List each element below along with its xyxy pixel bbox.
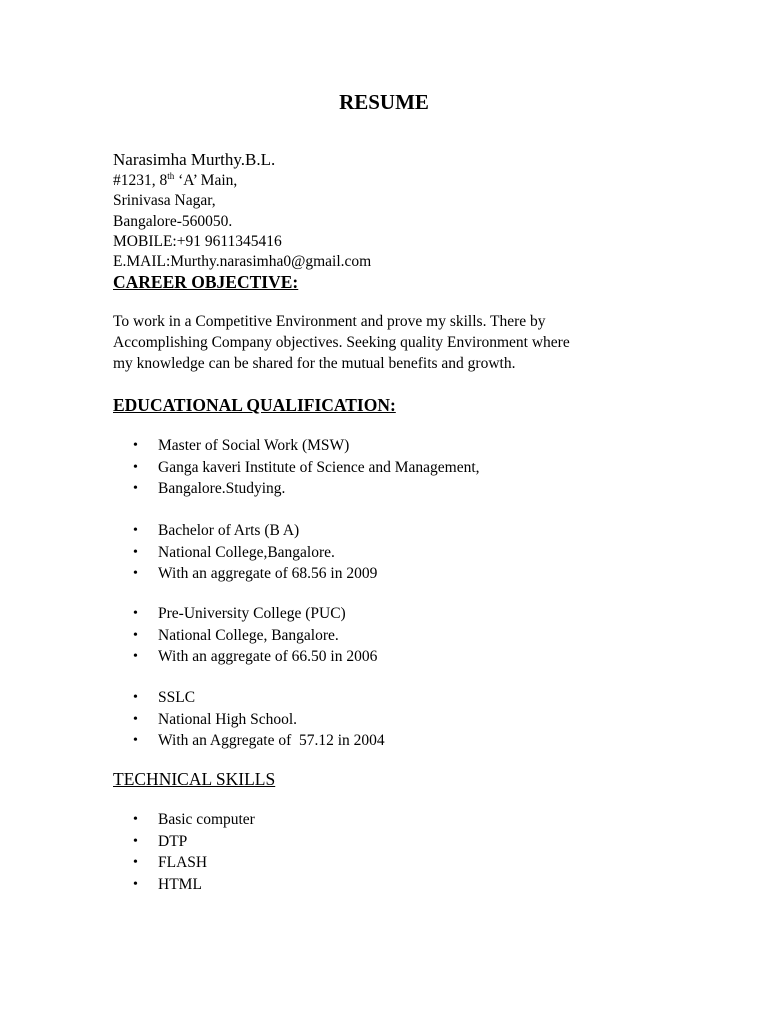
bullet-icon: •	[133, 606, 138, 621]
education-group-msw	[113, 435, 480, 500]
technical-skills-heading: TECHNICAL SKILLS	[113, 769, 276, 789]
list-item: • National High School.	[113, 709, 385, 731]
career-objective-heading: CAREER OBJECTIVE:	[113, 272, 299, 292]
list-item: • Pre-University College (PUC)	[113, 603, 377, 625]
education-heading: EDUCATIONAL QUALIFICATION:	[113, 395, 396, 415]
list-item: • Bangalore.Studying.	[113, 478, 480, 500]
list-item: • With an aggregate of 66.50 in 2006	[113, 646, 377, 668]
bullet-icon: •	[133, 523, 138, 538]
bullet-icon: •	[133, 855, 138, 870]
city-line: Bangalore-560050.	[113, 212, 233, 230]
bullet-icon: •	[133, 438, 138, 453]
list-item: • Basic computer	[113, 809, 255, 831]
list-item: • Master of Social Work (MSW)	[113, 435, 480, 457]
career-line: To work in a Competitive Environment and prove my skills. There by	[113, 313, 546, 330]
bullet-icon: •	[133, 649, 138, 664]
list-item: • National College,Bangalore.	[113, 542, 377, 564]
list-item: • SSLC	[113, 687, 385, 709]
career-line: my knowledge can be shared for the mutual benefits and growth.	[113, 355, 516, 372]
address-line: #1231, 8th ‘A’ Main,	[113, 170, 238, 189]
list-item: • National College, Bangalore.	[113, 625, 377, 647]
bullet-icon: •	[133, 627, 138, 643]
list-item: • Bachelor of Arts (B A)	[113, 520, 377, 542]
contact-block	[113, 149, 371, 272]
education-group-puc	[113, 603, 377, 668]
bullet-icon: •	[133, 566, 138, 581]
list-item: • HTML	[113, 874, 255, 896]
bullet-icon: •	[133, 711, 138, 727]
bullet-icon: •	[133, 733, 138, 748]
bullet-icon: •	[133, 544, 138, 560]
bullet-icon: •	[133, 459, 138, 475]
list-item: • Ganga kaveri Institute of Science and Management,	[113, 457, 480, 479]
ordinal-suffix: th	[167, 170, 175, 181]
document-title: RESUME	[339, 90, 429, 114]
list-item: • DTP	[113, 831, 255, 853]
mobile-line: MOBILE:+91 9611345416	[113, 232, 282, 250]
technical-skills-list	[113, 809, 255, 895]
bullet-icon: •	[133, 812, 138, 827]
list-item: • With an Aggregate of 57.12 in 2004	[113, 730, 385, 752]
bullet-icon: •	[133, 833, 138, 849]
career-objective-text	[113, 311, 673, 374]
list-item: • With an aggregate of 68.56 in 2009	[113, 563, 377, 585]
email-line: E.MAIL:Murthy.narasimha0@gmail.com	[113, 253, 372, 271]
area-line: Srinivasa Nagar,	[113, 192, 216, 210]
bullet-icon: •	[133, 876, 138, 892]
bullet-icon: •	[133, 690, 138, 705]
bullet-icon: •	[133, 481, 138, 496]
list-item: • FLASH	[113, 852, 255, 874]
career-line: Accomplishing Company objectives. Seeking quality Environment where	[113, 334, 570, 351]
education-group-ba	[113, 520, 377, 585]
applicant-name: Narasimha Murthy.B.L.	[113, 150, 276, 169]
education-group-sslc	[113, 687, 385, 752]
